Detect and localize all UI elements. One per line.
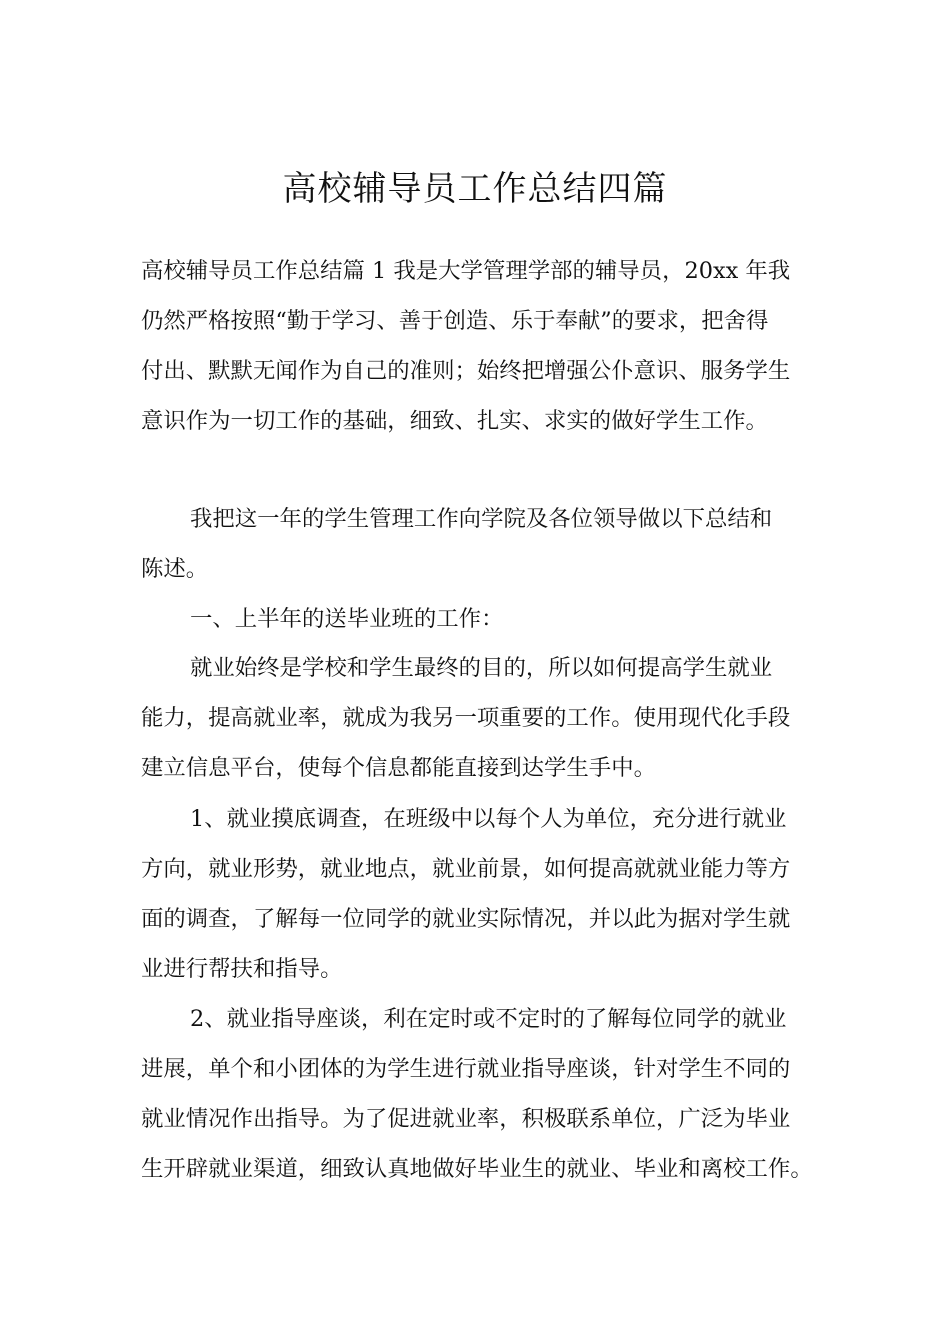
paragraph-line: 就业情况作出指导。为了促进就业率，积极联系单位，广泛为毕业 — [141, 1106, 791, 1132]
paragraph-line: 就业始终是学校和学生最终的目的，所以如何提高学生就业 — [190, 655, 773, 681]
paragraph-line: 2、就业指导座谈，利在定时或不定时的了解每位同学的就业 — [190, 1006, 787, 1032]
paragraph-line: 意识作为一切工作的基础，细致、扎实、求实的做好学生工作。 — [141, 408, 768, 434]
paragraph-line: 陈述。 — [141, 556, 209, 582]
paragraph-line: 1、就业摸底调查，在班级中以每个人为单位，充分进行就业 — [190, 806, 787, 832]
paragraph-line: 进展，单个和小团体的为学生进行就业指导座谈，针对学生不同的 — [141, 1056, 791, 1082]
paragraph-line: 仍然严格按照“勤于学习、善于创造、乐于奉献”的要求，把舍得 — [141, 308, 769, 334]
paragraph-line: 建立信息平台，使每个信息都能直接到达学生手中。 — [141, 755, 656, 781]
paragraph-line: 我把这一年的学生管理工作向学院及各位领导做以下总结和 — [190, 506, 773, 532]
paragraph-line: 高校辅导员工作总结篇 1 我是大学管理学部的辅导员，20xx 年我 — [141, 258, 791, 284]
paragraph-line: 业进行帮扶和指导。 — [141, 956, 343, 982]
document-title: 高校辅导员工作总结四篇 — [282, 169, 668, 209]
paragraph-line: 生开辟就业渠道，细致认真地做好毕业生的就业、毕业和离校工作。 — [141, 1156, 813, 1182]
paragraph-line: 能力，提高就业率，就成为我另一项重要的工作。使用现代化手段 — [141, 705, 791, 731]
paragraph-line: 面的调查，了解每一位同学的就业实际情况，并以此为据对学生就 — [141, 906, 791, 932]
section-heading-text: 一、上半年的送毕业班的工作： — [190, 606, 504, 632]
paragraph-line: 付出、默默无闻作为自己的准则；始终把增强公仆意识、服务学生 — [141, 358, 791, 384]
paragraph-line: 方向，就业形势，就业地点，就业前景，如何提高就就业能力等方 — [141, 856, 791, 882]
